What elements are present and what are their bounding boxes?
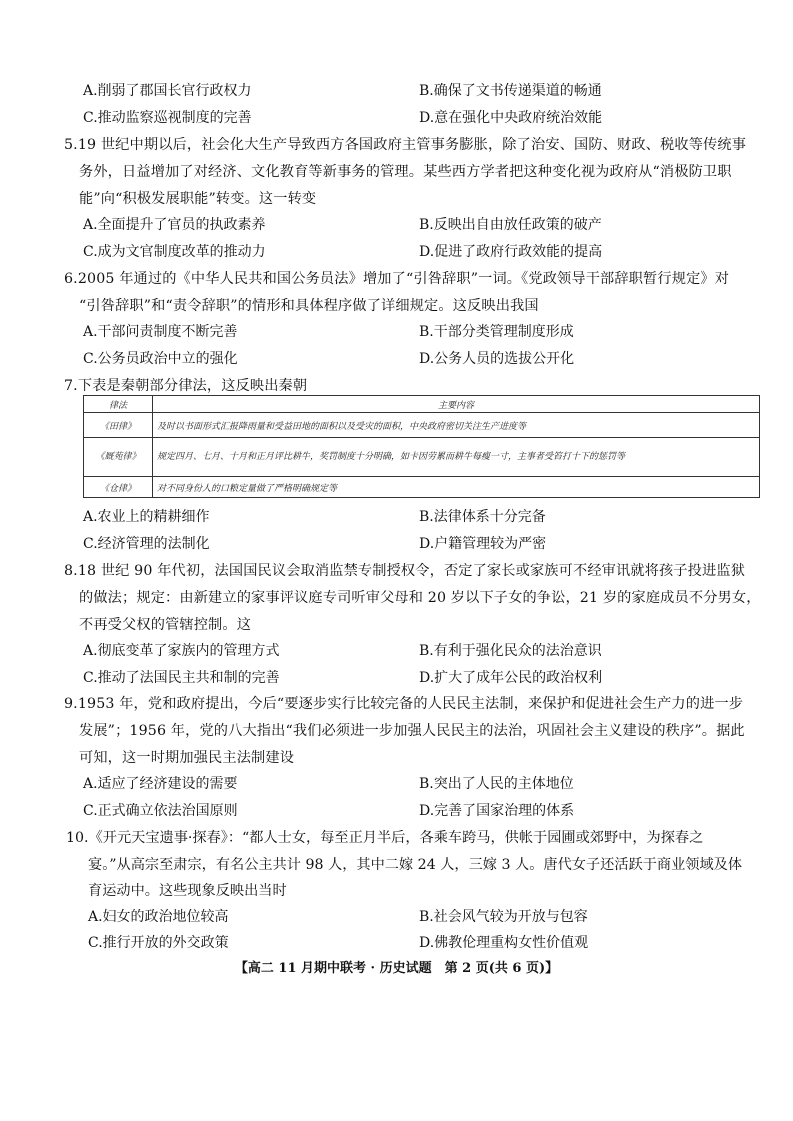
q4-option-c: C.推动监察巡视制度的完善 <box>83 110 252 126</box>
q4-options-row-2 <box>83 107 763 129</box>
q8-option-b: B.有利于强化民众的法治意识 <box>419 643 602 659</box>
q9-stem-line-2: 发展”；1956 年，党的八大指出“我们必须进一步加强人民民主的法治，巩固社会主义建设的秩序”。据此 <box>79 723 745 739</box>
q4-option-b: B.确保了文书传递渠道的畅通 <box>419 83 602 99</box>
q10-stem-line-2: 宴。”从高宗至肃宗，有名公主共计 98 人，其中二嫁 24 人，三嫁 3 人。唐代女子还活跃于商业领域及体 <box>88 857 743 873</box>
q8-stem-line-2: 的做法；规定：由新建立的家事评议庭专司听审父母和 20 岁以下子女的争讼，21 岁的家庭成员不分男女， <box>79 590 761 606</box>
q5-stem-line-1: 5.19 世纪中期以后，社会化大生产导致西方各国政府主管事务膨胀，除了治安、国防、财政、税收等传统事 <box>64 137 747 153</box>
table-row <box>84 438 760 477</box>
q10-options-row-2 <box>88 932 768 954</box>
q10-option-a: A.妇女的政治地位较高 <box>88 909 229 925</box>
q5-stem-line-2: 务外，日益增加了对经济、文化教育等新事务的管理。某些西方学者把这种变化视为政府从“消极防卫职 <box>79 164 732 180</box>
page-footer: 【高二 11 月期中联考 · 历史试题 第 2 页(共 6 页)】 <box>234 961 559 976</box>
q7-row-3-law: 《仓律》 <box>84 477 153 498</box>
q10-option-d: D.佛教伦理重构女性价值观 <box>419 935 589 951</box>
q9-options-row-1 <box>83 773 763 795</box>
q6-option-a: A.干部问责制度不断完善 <box>83 324 238 340</box>
q4-options-row-1 <box>83 80 763 102</box>
q8-options-row-2 <box>83 667 763 689</box>
q7-law-table <box>83 395 760 498</box>
q9-option-b: B.突出了人民的主体地位 <box>419 776 574 792</box>
q8-option-c: C.推动了法国民主共和制的完善 <box>83 670 280 686</box>
q6-option-b: B.干部分类管理制度形成 <box>419 324 574 340</box>
q5-option-a: A.全面提升了官员的执政素养 <box>83 217 266 233</box>
q6-options-row-2 <box>83 348 763 370</box>
q6-stem-line-1: 6.2005 年通过的《中华人民共和国公务员法》增加了“引咎辞职”一词。《党政领导干部辞职暂行规定》对 <box>64 271 730 287</box>
q7-table-header <box>84 396 760 413</box>
q5-options-row-2 <box>83 241 763 263</box>
q9-option-c: C.正式确立依法治国原则 <box>83 803 238 819</box>
q7-options-row-1 <box>83 506 763 528</box>
q9-option-d: D.完善了国家治理的体系 <box>419 803 575 819</box>
q9-options-row-2 <box>83 800 763 822</box>
table-row <box>84 477 760 498</box>
q4-option-a: A.削弱了郡国长官行政权力 <box>83 83 252 99</box>
q10-option-c: C.推行开放的外交政策 <box>88 935 229 951</box>
q9-option-a: A.适应了经济建设的需要 <box>83 776 238 792</box>
q7-stem: 7.下表是秦朝部分律法，这反映出秦朝 <box>64 378 308 394</box>
q8-option-a: A.彻底变革了家族内的管理方式 <box>83 643 280 659</box>
q7-option-d: D.户籍管理较为严密 <box>419 536 547 552</box>
q10-stem-line-3: 育运动中。这些现象反映出当时 <box>88 883 287 899</box>
q8-stem-line-1: 8.18 世纪 90 年代初，法国国民议会取消监禁专制授权令，否定了家长或家族可不经审讯就将孩子投进监狱 <box>64 563 746 579</box>
q7-option-a: A.农业上的精耕细作 <box>83 509 210 525</box>
q8-option-d: D.扩大了成年公民的政治权利 <box>419 670 603 686</box>
q5-stem-line-3: 能”向“积极发展职能”转变。这一转变 <box>79 191 317 207</box>
q10-stem-line-1: 10.《开元天宝遗事·探春》：“都人士女，每至正月半后，各乘车跨马，供帐于园圃或郊野中，为探春之 <box>66 830 704 846</box>
q7-row-1-law: 《田律》 <box>84 413 153 438</box>
q6-options-row-1 <box>83 321 763 343</box>
q10-option-b: B.社会风气较为开放与包容 <box>419 909 588 925</box>
q9-stem-line-3: 可知，这一时期加强民主法制建设 <box>79 750 295 766</box>
q7-row-3-content: 对不同身份人的口粮定量做了严格明确规定等 <box>153 477 760 498</box>
q5-options-row-1 <box>83 214 763 236</box>
q7-header-content: 主要内容 <box>153 396 760 413</box>
q10-options-row-1 <box>88 906 768 928</box>
q6-option-d: D.公务人员的选拔公开化 <box>419 351 575 367</box>
q9-stem-line-1: 9.1953 年，党和政府提出，今后“要逐步实行比较完备的人民民主法制，来保护和促进社会生产力的进一步 <box>64 696 744 712</box>
q7-header-law: 律法 <box>84 396 153 413</box>
q7-row-1-content: 及时以书面形式汇报降雨量和受益田地的面积以及受灾的面积，中央政府密切关注生产进度等 <box>153 413 760 438</box>
q6-stem-line-2: “引咎辞职”和“责令辞职”的情形和具体程序做了详细规定。这反映出我国 <box>79 298 539 314</box>
q7-options-row-2 <box>83 533 763 555</box>
table-row <box>84 413 760 438</box>
q4-option-d: D.意在强化中央政府统治效能 <box>419 110 603 126</box>
q7-row-2-law: 《厩苑律》 <box>84 438 153 477</box>
q8-options-row-1 <box>83 640 763 662</box>
q7-option-b: B.法律体系十分完备 <box>419 509 546 525</box>
q5-option-c: C.成为文官制度改革的推动力 <box>83 244 266 260</box>
q7-row-2-content: 规定四月、七月、十月和正月评比耕牛，奖罚制度十分明确，如卡因劳累而耕牛每瘦一寸，主事者受笞打十下的惩罚等 <box>153 438 760 477</box>
q5-option-d: D.促进了政府行政效能的提高 <box>419 244 603 260</box>
q8-stem-line-3: 不再受父权的管辖控制。这 <box>79 617 252 633</box>
q5-option-b: B.反映出自由放任政策的破产 <box>419 217 602 233</box>
q7-option-c: C.经济管理的法制化 <box>83 536 210 552</box>
q6-option-c: C.公务员政治中立的强化 <box>83 351 238 367</box>
